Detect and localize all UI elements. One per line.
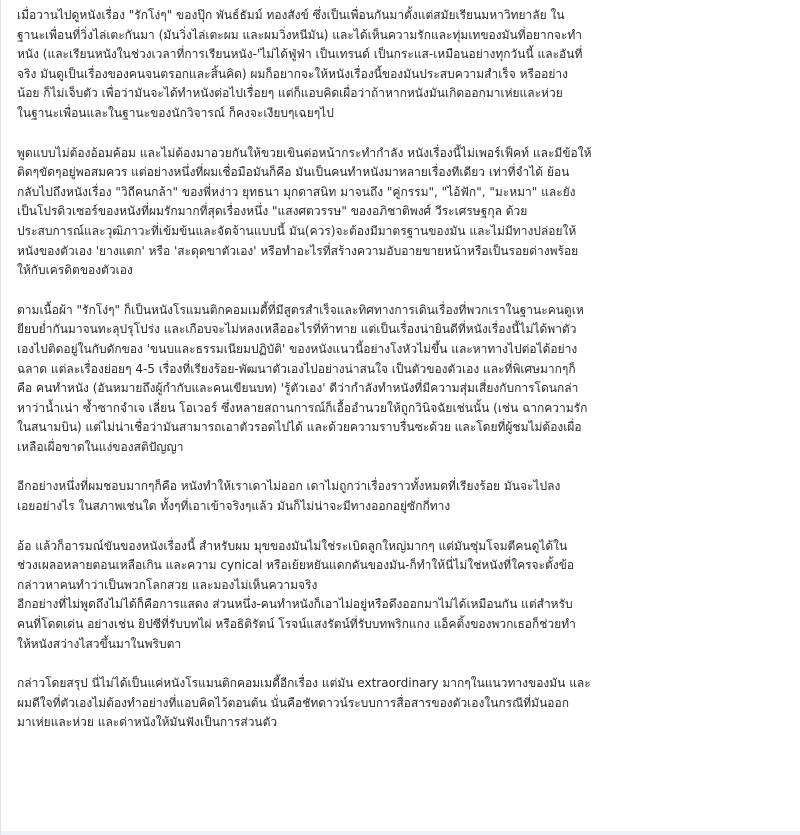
paragraph-5: อ้อ แล้วก็อารมณ์ขันของหนังเรื่องนี้ สำหรับผม มุขของมันไม่ใช่ระเบิดลูกใหญ่มากๆ แต่มันซุ่มโจมตีคนดูได้ใน ช่วงเผลอหลายตอนเหลือเกิน และความ cynical หรือเย้ยหยันแดกดันของมัน-ก็ทำให้นี่ไม่ใช่หนังที่ใครจะตั้งข้อ กล่าวหาคนทำว่าเป็นพวกโลกสวย และมองไม่เห็นความจริง อีกอย่างที่ไม่พูดถึงไม่ได้ก็คือการแสดง ส่วนหนึ่ง-คนทำหนังก็เอาไม่อยู่หรือดึงออกมาไม่ได้เหมือนกัน แต่สำหรับ คนที่โดดเด่น อย่างเช่น ยิปซีที่รับบทไผ่ หรือธิติรัตน์ โรจน์แสงรัตน์ที่รับบทพริกแกง แอ็คติ้งของพวกเธอก็ช่วยทำ ให้หนังสว่างไสวขึ้นมาในพริบตา bbox=[17, 538, 576, 651]
review-text bbox=[17, 6, 799, 733]
paragraph-4: อีกอย่างหนึ่งที่ผมชอบมากๆก็คือ หนังทำให้เราเดาไม่ออก เดาไม่ถูกว่าเรื่องราวทั้งหมดที่เรียงร้อย มันจะไปลง เอยอย่างไร ในสภาพเช่นใด ทั้งๆที่เอาเข้าจริงๆแล้ว มันก็ไม่น่าจะมีทางออกอยู่ซักกี่ทาง bbox=[17, 479, 561, 514]
paragraph-3: ตามเนื้อผ้า "รักโง่ๆ" ก็เป็นหนังโรแมนติกคอมเมดี้ที่มีสูตรสำเร็จและทิศทางการเดินเรื่องที่พวกเราในฐานะคนดูเห ยียบย่ำกันมาจนทะลุปรุโปร่ง และเกือบจะไม่หลงเหลืออะไรที่ท้าทาย แต่เป็นเรื่องน่ายินดีที่หนังเรื่องนี้ไม่ได้พาตัว เองไปติดอยู่ในกับดักของ 'ขนบและธรรมเนียมปฏิบัติ' ของหนังแนวนี้อย่างโงหัวไม่ขึ้น และหาทางไปต่อได้อย่าง ฉลาด แต่ละเรื่องย่อยๆ 4-5 เรื่องที่เรียงร้อย-พัฒนาตัวเองไปอย่างน่าสนใจ เป็นตัวของตัวเอง และที่พิเศษมากๆก็ คือ คนทำหนัง (อันหมายถึงผู้กำกับและคนเขียนบท) 'รู้ตัวเอง' ดีว่ากำลังทำหนังที่มีความสุ่มเสี่ยงกับการโดนกล่า หาว่าน้ำเน่า ซ้ำซากจำเจ เลี่ยน โอเวอร์ ซึ่งหลายสถานการณ์ก็เอื้ออำนวยให้ถูกวินิจฉัยเช่นนั้น (เช่น ฉากความรัก ในสนามบิน) แต่ไม่น่าเชื่อว่ามันสามารถเอาตัวรอดไปได้ และด้วยความราบรื่นซะด้วย และโดยที่ผู้ชมไม่ต้องเผื่อ เหลือเผื่อขาดในแง่ของสติปัญญา bbox=[17, 302, 588, 454]
paragraph-2: พูดแบบไม่ต้องอ้อมค้อม และไม่ต้องมาอวยกันให้ขวยเขินต่อหน้ากระทำกำลัง หนังเรื่องนี้ไม่เพอร์เฟ็คท์ และมีข้อให้ ติดๆขัดๆอยู่พอสมควร แต่อย่างหนึ่งที่ผมเชื่อมือมันก็คือ มันเป็นคนทำหนังมาหลายเรื่องทีเดียว เท่าที่จำได้ ย้อน กลับไปถึงหนังเรื่อง "วิถีคนกล้า" ของพี่หง่าว ยุทธนา มุกดาสนิท มาจนถึง "คู่กรรม", "ไอ้ฟัก", "มะหมา" และยัง เป็นโปรดิวเซอร์ของหนังที่ผมรักมากที่สุดเรื่องหนึ่ง "แสงศตวรรษ" ของอภิชาติพงศ์ วีระเศรษฐกุล ด้วย ประสบการณ์และวุฒิภาวะที่เข้มข้นและจัดจ้านแบบนี้ มัน(ควร)จะต้องมีมาตรฐานของมัน และไม่มีทางปล่อยให้ หนังของตัวเอง 'ยางแตก' หรือ 'สะดุดขาตัวเอง' หรือทำอะไรที่สร้างความอับอายขายหน้าหรือเป็นรอยด่างพร้อย ให้กับเครดิตของตัวเอง bbox=[17, 145, 592, 278]
bottom-divider bbox=[1, 831, 800, 835]
paragraph-6: กล่าวโดยสรุป นี่ไม่ได้เป็นแค่หนังโรแมนติกคอมเมดี้อีกเรื่อง แต่มัน extraordinary มากๆในแนวทางของมัน และ ผมดีใจที่ตัวเองไม่ต้องทำอย่างที่แอบคิดไว้ตอนต้น นั่นคือชัทดาวน์ระบบการสื่อสารของตัวเองในกรณีที่มันออก มาเห่ยและห่วย และด่าหนังให้มันฟังเป็นการส่วนตัว bbox=[17, 676, 591, 730]
paragraph-1: เมื่อวานไปดูหนังเรื่อง "รักโง่ๆ" ของปุ๊ก พันธ์ธัมม์ ทองสังข์ ซึ่งเป็นเพื่อนกันมาตั้งแต่สมัยเรียนมหาวิทยาลัย ใน ฐานะเพื่อนที่วิ่งไล่เตะกันมา (มันวิ่งไล่เตะผม และผมวิ่งหนีมัน) และได้เห็นความรักและทุ่มเทของมันที่อยากจะทำ หนัง (และเรียนหนังในช่วงเวลาที่การเรียนหนัง-'ไม่ได้ฟู่ฟ่า เป็นเทรนด์ เป็นกระแส-เหมือนอย่างทุกวันนี้ และอันที่ จริง มันดูเป็นเรื่องของคนจนตรอกและสิ้นคิด) ผมก็อยากจะให้หนังเรื่องนี้ของมันประสบความสำเร็จ หรืออย่าง น้อย ก็ไม่เจ็บตัว เพื่อว่ามันจะได้ทำหนังต่อไปเรื่อยๆ แต่ก็แอบคิดเผื่อว่าถ้าหากหนังมันเกิดออกมาเห่ยและห่วย ในฐานะเพื่อนและในฐานะของนักวิจารณ์ ก็คงจะเงียบๆเฉยๆไป bbox=[17, 8, 583, 120]
